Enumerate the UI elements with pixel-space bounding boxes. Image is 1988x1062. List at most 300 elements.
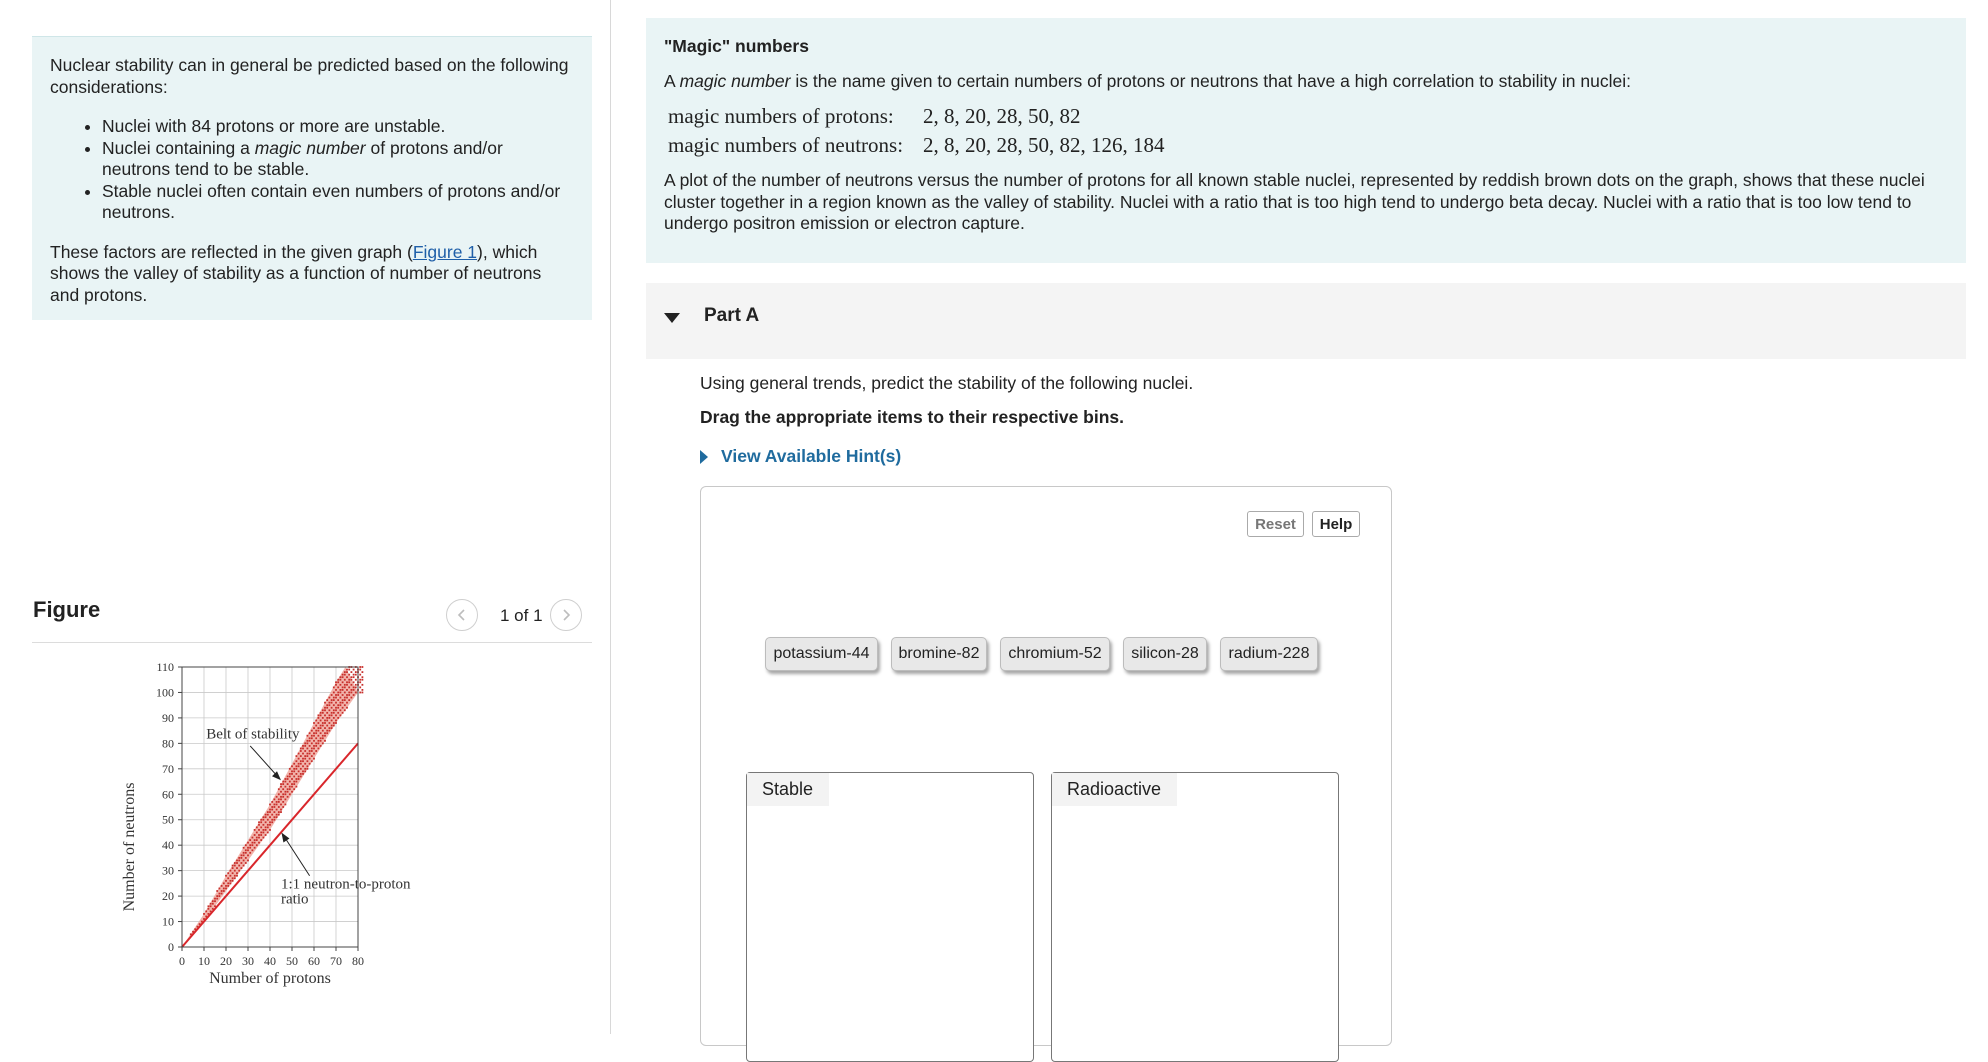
- stable-nucleus-dot: [293, 781, 295, 783]
- stable-nucleus-dot: [214, 898, 216, 900]
- stable-nucleus-dot: [346, 676, 348, 678]
- stable-nucleus-dot: [298, 758, 300, 760]
- stable-nucleus-dot: [335, 702, 337, 704]
- stable-nucleus-dot: [324, 720, 326, 722]
- stable-nucleus-dot: [267, 832, 269, 834]
- stable-nucleus-dot: [351, 689, 353, 691]
- consideration-item: • Stable nuclei often contain even numbers of protons and/or neutrons.: [102, 181, 574, 224]
- stable-nucleus-dot: [230, 875, 232, 877]
- stable-nucleus-dot: [335, 714, 337, 716]
- stable-nucleus-dot: [265, 814, 267, 816]
- stable-nucleus-dot: [304, 742, 306, 744]
- consideration-text: Nuclei containing a: [102, 137, 255, 158]
- stable-nucleus-dot: [307, 755, 309, 757]
- stable-nucleus-dot: [309, 753, 311, 755]
- stable-nucleus-dot: [276, 814, 278, 816]
- stable-nucleus-dot: [340, 702, 342, 704]
- stable-nucleus-dot: [285, 791, 287, 793]
- stable-nucleus-dot: [335, 689, 337, 691]
- x-tick-label: 40: [264, 954, 276, 968]
- stable-nucleus-dot: [296, 760, 298, 762]
- stable-nucleus-dot: [359, 686, 361, 688]
- stable-nucleus-dot: [238, 860, 240, 862]
- draggable-item-potassium-44[interactable]: potassium-44: [765, 637, 878, 671]
- stable-nucleus-dot: [313, 740, 315, 742]
- stable-nucleus-dot: [221, 893, 223, 895]
- previous-figure-button[interactable]: [446, 599, 478, 631]
- stable-nucleus-dot: [329, 717, 331, 719]
- stable-nucleus-dot: [289, 773, 291, 775]
- stable-nucleus-dot: [311, 737, 313, 739]
- figure-divider: [32, 642, 592, 643]
- stable-nucleus-dot: [335, 707, 337, 709]
- stable-nucleus-dot: [265, 826, 267, 828]
- draggable-item-chromium-52[interactable]: chromium-52: [1000, 637, 1110, 671]
- stable-nucleus-dot: [311, 750, 313, 752]
- stable-nucleus-dot: [318, 730, 320, 732]
- stable-nucleus-dot: [320, 740, 322, 742]
- stable-nucleus-dot: [331, 727, 333, 729]
- stable-nucleus-dot: [293, 776, 295, 778]
- stable-nucleus-dot: [333, 704, 335, 706]
- stable-nucleus-dot: [219, 893, 221, 895]
- stable-nucleus-dot: [331, 712, 333, 714]
- reset-button[interactable]: Reset: [1247, 511, 1304, 537]
- stable-nucleus-dot: [247, 860, 249, 862]
- stable-nucleus-dot: [309, 740, 311, 742]
- stable-nucleus-dot: [232, 880, 234, 882]
- stable-nucleus-dot: [313, 753, 315, 755]
- stable-nucleus-dot: [280, 811, 282, 813]
- stable-nucleus-dot: [318, 727, 320, 729]
- stable-nucleus-dot: [302, 760, 304, 762]
- stable-nucleus-dot: [344, 704, 346, 706]
- stable-nucleus-dot: [309, 763, 311, 765]
- stable-nucleus-dot: [362, 692, 364, 694]
- stable-nucleus-dot: [280, 783, 282, 785]
- belt-arrow-head: [272, 771, 281, 780]
- stable-nucleus-dot: [298, 770, 300, 772]
- stable-nucleus-dot: [309, 750, 311, 752]
- stable-nucleus-dot: [348, 674, 350, 676]
- stable-nucleus-dot: [205, 910, 207, 912]
- stable-nucleus-dot: [276, 816, 278, 818]
- stable-nucleus-dot: [234, 865, 236, 867]
- x-tick-label: 80: [352, 954, 364, 968]
- stable-nucleus-dot: [269, 824, 271, 826]
- stable-nucleus-dot: [278, 793, 280, 795]
- stable-nucleus-dot: [362, 689, 364, 691]
- stable-nucleus-dot: [335, 684, 337, 686]
- stable-nucleus-dot: [348, 692, 350, 694]
- stable-nucleus-dot: [342, 712, 344, 714]
- stable-nucleus-dot: [315, 745, 317, 747]
- stable-nucleus-dot: [285, 804, 287, 806]
- stable-nucleus-dot: [254, 842, 256, 844]
- stable-nucleus-dot: [346, 694, 348, 696]
- stable-nucleus-dot: [320, 732, 322, 734]
- stable-nucleus-dot: [309, 732, 311, 734]
- stable-nucleus-dot: [263, 819, 265, 821]
- stable-nucleus-dot: [331, 725, 333, 727]
- part-a-header[interactable]: [646, 283, 1966, 359]
- ratio-label-line-2: ratio: [281, 891, 309, 908]
- x-tick-label: 30: [242, 954, 254, 968]
- stable-nucleus-dot: [245, 857, 247, 859]
- stable-nucleus-dot: [234, 862, 236, 864]
- stable-nucleus-dot: [241, 862, 243, 864]
- stable-nucleus-dot: [351, 697, 353, 699]
- stable-nucleus-dot: [263, 837, 265, 839]
- stable-nucleus-dot: [362, 666, 364, 668]
- stable-nucleus-dot: [344, 671, 346, 673]
- stable-nucleus-dot: [329, 714, 331, 716]
- stable-nucleus-dot: [324, 735, 326, 737]
- next-figure-button[interactable]: [550, 599, 582, 631]
- stable-nucleus-dot: [322, 717, 324, 719]
- stable-nucleus-dot: [333, 697, 335, 699]
- draggable-item-silicon-28[interactable]: silicon-28: [1123, 637, 1207, 671]
- stable-nucleus-dot: [340, 704, 342, 706]
- x-tick-label: 20: [220, 954, 232, 968]
- stable-nucleus-dot: [249, 847, 251, 849]
- stable-nucleus-dot: [227, 882, 229, 884]
- stable-nucleus-dot: [346, 671, 348, 673]
- stable-nucleus-dot: [236, 867, 238, 869]
- stable-nucleus-dot: [362, 684, 364, 686]
- question-text: Using general trends, predict the stability of the following nuclei.: [700, 373, 1194, 393]
- stable-nucleus-dot: [344, 699, 346, 701]
- stable-nucleus-dot: [278, 811, 280, 813]
- stable-nucleus-dot: [234, 870, 236, 872]
- stable-nucleus-dot: [333, 717, 335, 719]
- stable-nucleus-dot: [256, 837, 258, 839]
- draggable-item-bromine-82[interactable]: bromine-82: [891, 637, 987, 671]
- y-tick-label: 10: [162, 914, 174, 929]
- stable-nucleus-dot: [256, 839, 258, 841]
- stable-nucleus-dot: [260, 826, 262, 828]
- stable-nucleus-dot: [322, 730, 324, 732]
- x-tick-label: 70: [330, 954, 342, 968]
- stable-nucleus-dot: [324, 702, 326, 704]
- protons-values: 2, 8, 20, 28, 50, 82: [923, 104, 1081, 128]
- stable-nucleus-dot: [302, 748, 304, 750]
- stable-nucleus-dot: [254, 829, 256, 831]
- valley-description: A plot of the number of neutrons versus the number of protons for all known stable nuclei, represented by reddish brown dots on the graph, shows that these nuclei cluster together in a region known as the valley of stability. Nuclei with a ratio that is too high tend to undergo beta decay. Nuclei with a ratio that is too low tend to undergo positron emission or electron capture.: [664, 170, 1925, 233]
- stable-nucleus-dot: [324, 732, 326, 734]
- view-hints-link[interactable]: [700, 446, 901, 467]
- stable-nucleus-dot: [265, 816, 267, 818]
- stable-nucleus-dot: [289, 786, 291, 788]
- y-tick-label: 40: [162, 838, 174, 853]
- stable-nucleus-dot: [227, 885, 229, 887]
- stable-nucleus-dot: [225, 888, 227, 890]
- stable-nucleus-dot: [311, 760, 313, 762]
- stable-nucleus-dot: [320, 725, 322, 727]
- stable-nucleus-dot: [326, 720, 328, 722]
- stable-nucleus-dot: [287, 783, 289, 785]
- neutrons-label: magic numbers of neutrons:: [668, 133, 904, 157]
- stable-nucleus-dot: [302, 773, 304, 775]
- stable-nucleus-dot: [355, 692, 357, 694]
- ratio-annotation-arrow: [283, 835, 309, 876]
- y-tick-label: 90: [162, 710, 174, 725]
- stable-nucleus-dot: [300, 755, 302, 757]
- stable-nucleus-dot: [221, 885, 223, 887]
- stable-nucleus-dot: [318, 735, 320, 737]
- stable-nucleus-dot: [223, 890, 225, 892]
- stable-nucleus-dot: [340, 697, 342, 699]
- stable-nucleus-dot: [258, 834, 260, 836]
- stable-nucleus-dot: [351, 671, 353, 673]
- stable-nucleus-dot: [353, 694, 355, 696]
- draggable-item-radium-228[interactable]: radium-228: [1220, 637, 1318, 671]
- stable-nucleus-dot: [311, 735, 313, 737]
- stable-nucleus-dot: [351, 684, 353, 686]
- stable-nucleus-dot: [309, 745, 311, 747]
- stable-nucleus-dot: [267, 819, 269, 821]
- stable-nucleus-dot: [276, 804, 278, 806]
- stable-nucleus-dot: [280, 791, 282, 793]
- consideration-text: of protons and/or neutrons tend to be stable.: [102, 137, 503, 179]
- stable-bin[interactable]: [746, 772, 1034, 1062]
- stable-nucleus-dot: [320, 745, 322, 747]
- stable-nucleus-dot: [291, 770, 293, 772]
- stable-nucleus-dot: [293, 768, 295, 770]
- stable-nucleus-dot: [223, 882, 225, 884]
- stable-nucleus-dot: [300, 748, 302, 750]
- stable-nucleus-dot: [322, 709, 324, 711]
- stable-nucleus-dot: [320, 712, 322, 714]
- part-a-title: Part A: [704, 305, 760, 326]
- stable-nucleus-dot: [256, 832, 258, 834]
- stable-nucleus-dot: [342, 686, 344, 688]
- y-tick-label: 30: [162, 863, 174, 878]
- stable-nucleus-dot: [326, 707, 328, 709]
- stable-nucleus-dot: [260, 832, 262, 834]
- stable-nucleus-dot: [238, 870, 240, 872]
- stable-nucleus-dot: [311, 755, 313, 757]
- y-tick-label: 80: [162, 736, 174, 751]
- stable-nucleus-dot: [265, 821, 267, 823]
- stable-nucleus-dot: [355, 684, 357, 686]
- stable-nucleus-dot: [274, 816, 276, 818]
- stable-nucleus-dot: [245, 849, 247, 851]
- stable-nucleus-dot: [243, 847, 245, 849]
- stable-nucleus-dot: [282, 788, 284, 790]
- stable-nucleus-dot: [307, 740, 309, 742]
- stable-nucleus-dot: [335, 722, 337, 724]
- stable-nucleus-dot: [291, 765, 293, 767]
- stable-nucleus-dot: [276, 801, 278, 803]
- stable-nucleus-dot: [236, 860, 238, 862]
- stable-nucleus-dot: [322, 725, 324, 727]
- stable-nucleus-dot: [326, 732, 328, 734]
- stable-nucleus-dot: [324, 727, 326, 729]
- stable-nucleus-dot: [291, 786, 293, 788]
- stable-nucleus-dot: [225, 885, 227, 887]
- y-tick-label: 50: [162, 812, 174, 827]
- stable-nucleus-dot: [285, 781, 287, 783]
- stable-nucleus-dot: [265, 834, 267, 836]
- stable-nucleus-dot: [252, 842, 254, 844]
- stable-nucleus-dot: [318, 740, 320, 742]
- stable-nucleus-dot: [245, 844, 247, 846]
- stable-nucleus-dot: [355, 671, 357, 673]
- stable-nucleus-dot: [269, 804, 271, 806]
- stable-nucleus-dot: [219, 888, 221, 890]
- stable-nucleus-dot: [267, 814, 269, 816]
- stable-nucleus-dot: [346, 689, 348, 691]
- stable-nucleus-dot: [329, 704, 331, 706]
- stable-nucleus-dot: [344, 692, 346, 694]
- stable-nucleus-dot: [335, 681, 337, 683]
- stable-nucleus-dot: [247, 842, 249, 844]
- stable-nucleus-dot: [223, 888, 225, 890]
- stable-nucleus-dot: [315, 750, 317, 752]
- stable-nucleus-dot: [238, 865, 240, 867]
- stable-nucleus-dot: [212, 900, 214, 902]
- x-tick-label: 50: [286, 954, 298, 968]
- stable-nucleus-dot: [318, 722, 320, 724]
- stable-nucleus-dot: [344, 686, 346, 688]
- stable-nucleus-dot: [234, 875, 236, 877]
- considerations-list: [50, 116, 574, 224]
- stable-nucleus-dot: [315, 730, 317, 732]
- stable-nucleus-dot: [278, 814, 280, 816]
- stable-nucleus-dot: [320, 714, 322, 716]
- stable-nucleus-dot: [342, 699, 344, 701]
- stable-nucleus-dot: [216, 895, 218, 897]
- stable-nucleus-dot: [342, 689, 344, 691]
- stable-nucleus-dot: [254, 847, 256, 849]
- stable-nucleus-dot: [238, 857, 240, 859]
- stable-nucleus-dot: [300, 768, 302, 770]
- left-pane: [0, 0, 611, 1034]
- stable-nucleus-dot: [280, 804, 282, 806]
- stable-nucleus-dot: [348, 699, 350, 701]
- neutrons-values: 2, 8, 20, 28, 50, 82, 126, 184: [923, 133, 1165, 157]
- help-button[interactable]: Help: [1312, 511, 1360, 537]
- stable-nucleus-dot: [278, 806, 280, 808]
- stable-nucleus-dot: [342, 707, 344, 709]
- stable-nucleus-dot: [243, 852, 245, 854]
- stable-nucleus-dot: [359, 679, 361, 681]
- stable-nucleus-dot: [313, 745, 315, 747]
- stable-nucleus-dot: [245, 852, 247, 854]
- stable-nucleus-dot: [282, 781, 284, 783]
- stable-nucleus-dot: [359, 666, 361, 668]
- stable-nucleus-dot: [302, 758, 304, 760]
- stable-nucleus-dot: [241, 854, 243, 856]
- stable-nucleus-dot: [298, 763, 300, 765]
- stable-nucleus-dot: [359, 692, 361, 694]
- stable-nucleus-dot: [291, 791, 293, 793]
- stable-nucleus-dot: [258, 821, 260, 823]
- stable-nucleus-dot: [278, 798, 280, 800]
- stable-nucleus-dot: [232, 867, 234, 869]
- stable-nucleus-dot: [311, 730, 313, 732]
- y-tick-label: 60: [162, 787, 174, 802]
- stable-nucleus-dot: [313, 722, 315, 724]
- x-axis-label: Number of protons: [209, 970, 331, 987]
- stable-nucleus-dot: [324, 707, 326, 709]
- stable-bin-label: Stable: [747, 773, 829, 806]
- stable-nucleus-dot: [254, 839, 256, 841]
- y-tick-label: 70: [162, 761, 174, 776]
- figure-1-link[interactable]: Figure 1: [412, 241, 478, 262]
- stable-nucleus-dot: [337, 717, 339, 719]
- stable-nucleus-dot: [359, 681, 361, 683]
- stable-nucleus-dot: [296, 768, 298, 770]
- stable-nucleus-dot: [276, 809, 278, 811]
- stable-nucleus-dot: [210, 905, 212, 907]
- stable-nucleus-dot: [230, 882, 232, 884]
- stable-nucleus-dot: [289, 768, 291, 770]
- stable-nucleus-dot: [322, 735, 324, 737]
- stable-nucleus-dot: [304, 745, 306, 747]
- stable-nucleus-dot: [337, 707, 339, 709]
- stable-nucleus-dot: [208, 905, 210, 907]
- stable-nucleus-dot: [278, 788, 280, 790]
- stable-nucleus-dot: [322, 742, 324, 744]
- stable-nucleus-dot: [362, 679, 364, 681]
- stable-nucleus-dot: [214, 900, 216, 902]
- magic-number-term: magic number: [679, 70, 791, 91]
- stable-nucleus-dot: [333, 709, 335, 711]
- stable-nucleus-dot: [335, 720, 337, 722]
- stable-nucleus-dot: [256, 826, 258, 828]
- magic-intro-text: A: [664, 70, 680, 91]
- chevron-left-icon: [455, 608, 469, 622]
- stable-nucleus-dot: [258, 837, 260, 839]
- stable-nucleus-dot: [355, 686, 357, 688]
- stable-nucleus-dot: [287, 778, 289, 780]
- stable-nucleus-dot: [260, 821, 262, 823]
- stable-nucleus-dot: [340, 714, 342, 716]
- stable-nucleus-dot: [300, 763, 302, 765]
- stable-nucleus-dot: [280, 796, 282, 798]
- stable-nucleus-dot: [296, 786, 298, 788]
- stable-nucleus-dot: [203, 913, 205, 915]
- stable-nucleus-dot: [342, 674, 344, 676]
- stable-nucleus-dot: [320, 737, 322, 739]
- stable-nucleus-dot: [322, 737, 324, 739]
- stable-nucleus-dot: [252, 844, 254, 846]
- stable-nucleus-dot: [353, 674, 355, 676]
- stable-nucleus-dot: [340, 689, 342, 691]
- stable-nucleus-dot: [320, 727, 322, 729]
- stable-nucleus-dot: [234, 877, 236, 879]
- y-tick-label: 100: [156, 685, 174, 700]
- stable-nucleus-dot: [337, 681, 339, 683]
- stable-nucleus-dot: [307, 735, 309, 737]
- stable-nucleus-dot: [280, 798, 282, 800]
- stable-nucleus-dot: [300, 750, 302, 752]
- stable-nucleus-dot: [344, 684, 346, 686]
- stable-nucleus-dot: [236, 862, 238, 864]
- stable-nucleus-dot: [236, 875, 238, 877]
- radioactive-bin[interactable]: [1051, 772, 1339, 1062]
- magic-numbers-table: [668, 102, 1185, 160]
- stable-nucleus-dot: [311, 748, 313, 750]
- figure-title: Figure: [33, 597, 101, 622]
- stable-nucleus-dot: [267, 824, 269, 826]
- stable-nucleus-dot: [267, 811, 269, 813]
- stable-nucleus-dot: [296, 773, 298, 775]
- magic-intro-text: is the name given to certain numbers of protons or neutrons that have a high correlation to stability in nuclei:: [790, 70, 1631, 91]
- stable-nucleus-dot: [291, 778, 293, 780]
